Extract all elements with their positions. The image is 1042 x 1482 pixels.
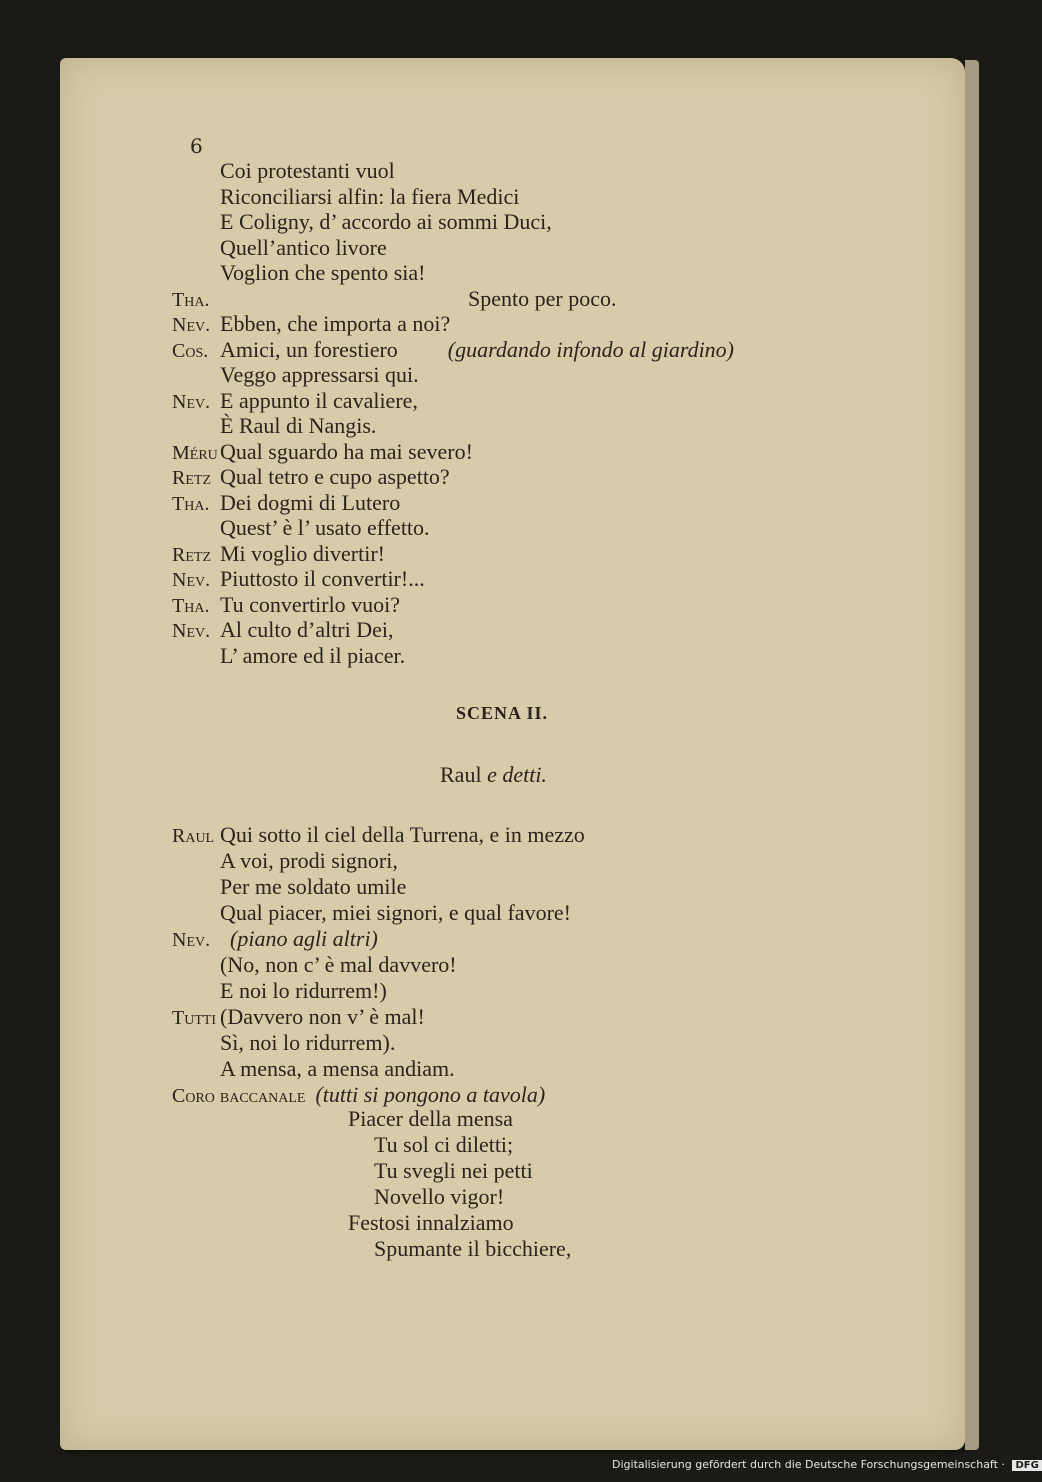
speaker-label: Nev.	[172, 569, 211, 591]
line-text: Per me soldato umile	[220, 874, 407, 899]
dialogue-line	[172, 617, 394, 643]
dialogue-line	[172, 952, 457, 978]
stage-direction: (piano agli altri)	[230, 926, 378, 951]
line-text: L’ amore ed il piacer.	[220, 642, 406, 668]
speaker-label: Tutti	[172, 1007, 217, 1029]
line-text: Qual sguardo ha mai severo!	[220, 438, 473, 464]
speaker-label: Méru	[172, 441, 218, 464]
dialogue-line	[172, 643, 405, 669]
dialogue-line	[172, 541, 385, 567]
line-text: Coi protestanti vuol	[220, 158, 395, 183]
chorus-line: Festosi innalziamo	[348, 1210, 514, 1235]
speaker-label: Tha.	[172, 594, 210, 617]
dialogue-line	[172, 388, 418, 414]
line-text: Ebben, che importa a noi?	[220, 311, 451, 336]
scene-characters	[440, 762, 547, 788]
speaker-label: Tha.	[172, 288, 210, 311]
footer-credit: Digitalisierung gefördert durch die Deutsche Forschungsgemeinschaft · DFG	[612, 1458, 996, 1478]
line-text: A voi, prodi signori,	[220, 848, 398, 873]
dialogue-line	[172, 209, 552, 235]
speaker-label: Nev.	[172, 620, 211, 642]
speaker-label: Raul	[172, 825, 215, 847]
dialogue-line	[172, 235, 387, 261]
line-text: Veggo appressarsi qui.	[220, 362, 419, 387]
dialogue-line	[172, 926, 378, 952]
speaker-label: Tha.	[172, 492, 210, 515]
speaker-label: Retz	[172, 543, 211, 566]
line-text: È Raul di Nangis.	[220, 413, 377, 438]
line-text: E appunto il cavaliere,	[220, 387, 418, 413]
line-text: Qui sotto il ciel della Turrena, e in mezzo	[220, 822, 585, 847]
dialogue-line	[172, 1056, 455, 1082]
speaker-label: Nev.	[172, 314, 211, 336]
dfg-logo: DFG	[1012, 1460, 1041, 1471]
line-text: (No, non c’ è mal davvero!	[220, 952, 457, 977]
line-text: Amici, un forestiero	[220, 336, 398, 362]
dialogue-line	[172, 515, 430, 541]
speaker-label: Nev.	[172, 929, 211, 951]
scene-title: SCENA II.	[456, 703, 549, 723]
dialogue-line	[172, 1030, 395, 1056]
stage-direction: (tutti si pongono a tavola)	[315, 1082, 546, 1107]
dialogue-line	[172, 158, 395, 184]
line-text: Riconciliarsi alfin: la fiera Medici	[220, 183, 520, 209]
line-text: Mi voglio divertir!	[220, 540, 385, 566]
scene-character-name: Raul	[440, 762, 482, 787]
scene-characters-rest: e detti.	[487, 762, 547, 787]
dialogue-line	[172, 337, 734, 363]
line-text: Qual piacer, miei signori, e qual favore!	[220, 900, 571, 925]
dialogue-line	[172, 1082, 545, 1108]
line-text: Voglion che spento sia!	[220, 260, 426, 285]
line-text: Qual tetro e cupo aspetto?	[220, 464, 450, 489]
speaker-label: Coro baccanale	[172, 1085, 306, 1107]
chorus-line: Piacer della mensa	[348, 1106, 513, 1131]
line-text: Spento per poco.	[468, 285, 617, 311]
chorus-line: Tu sol ci diletti;	[374, 1132, 514, 1157]
line-text: Al culto d’altri Dei,	[220, 617, 394, 642]
dialogue-line	[172, 311, 450, 337]
speaker-label: Retz	[172, 467, 211, 489]
line-text: Piuttosto il convertir!...	[220, 566, 425, 591]
chorus-line: Novello vigor!	[374, 1184, 505, 1209]
dialogue-line	[172, 184, 519, 210]
dialogue-line	[172, 362, 419, 388]
dialogue-line	[172, 848, 398, 874]
line-text: Quest’ è l’ usato effetto.	[220, 515, 430, 540]
page-number: 6	[190, 134, 203, 158]
dialogue-line	[172, 566, 425, 592]
speaker-label: Cos.	[172, 339, 209, 362]
footer-text: Digitalisierung gefördert durch die Deutsche Forschungsgemeinschaft	[612, 1458, 998, 1471]
line-text: Sì, noi lo ridurrem).	[220, 1030, 396, 1055]
dialogue-line	[172, 439, 473, 465]
dialogue-line	[172, 490, 400, 516]
dialogue-line	[172, 464, 450, 490]
dialogue-line	[172, 874, 406, 900]
speaker-label: Nev.	[172, 390, 211, 413]
stage-direction: (guardando infondo al giardino)	[447, 336, 735, 362]
dialogue-line	[172, 413, 376, 439]
dialogue-line	[172, 1004, 425, 1030]
line-text: Tu convertirlo vuoi?	[220, 591, 401, 617]
line-text: Quell’antico livore	[220, 234, 387, 260]
page-edge	[965, 60, 979, 1450]
chorus-line: Spumante il bicchiere,	[374, 1236, 572, 1261]
line-text: E noi lo ridurrem!)	[220, 978, 387, 1003]
dialogue-line	[172, 592, 400, 618]
chorus-line: Tu svegli nei petti	[374, 1158, 533, 1183]
dialogue-line	[172, 900, 571, 926]
line-text: A mensa, a mensa andiam.	[220, 1056, 455, 1081]
line-text: E Coligny, d’ accordo ai sommi Duci,	[220, 209, 552, 234]
dialogue-line	[172, 822, 585, 848]
dialogue-line	[172, 978, 387, 1004]
line-text: Dei dogmi di Lutero	[220, 489, 401, 515]
dialogue-line	[172, 286, 616, 312]
dialogue-line	[172, 260, 426, 286]
line-text: (Davvero non v’ è mal!	[220, 1004, 425, 1029]
